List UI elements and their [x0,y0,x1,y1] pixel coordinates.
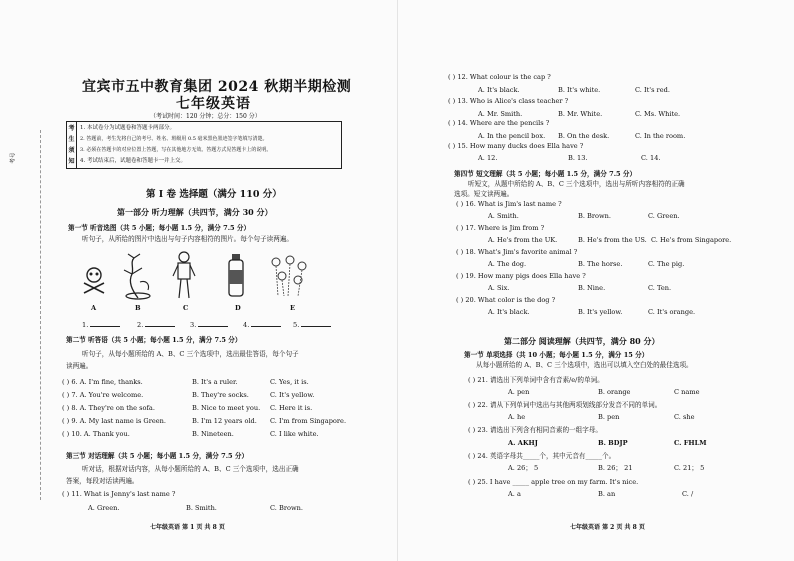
part1-title: 第 I 卷 选择题（满分 110 分） [146,189,282,200]
question-11-c[interactable]: C. Brown. [270,504,303,512]
question-25-a[interactable]: A. a [508,490,521,498]
question-6-a[interactable]: ( ) 6. A. I'm fine, thanks. [62,378,143,386]
question-13-b[interactable]: B. Mr. White. [558,110,603,118]
question-17: ( ) 17. Where is Jim from ? [456,224,545,232]
page-1-footer: 七年级英语 第 1 页 共 8 页 [150,524,225,531]
question-17-b[interactable]: B. He's from the US. [578,236,647,244]
section4-instruction-1: 听短文，从题中所给的 A、B、C 三个选项中，选出与所听内容相符的正确 [468,180,685,188]
question-18: ( ) 18. What's Jim's favorite animal ? [456,248,578,256]
question-14-c[interactable]: C. In the room. [635,132,686,140]
question-14-a[interactable]: A. In the pencil box. [478,132,546,140]
section3-title: 第三节 对话理解（共 5 小题；每小题 1.5 分，满分 7.5 分） [66,452,249,460]
notice-box [66,121,342,169]
question-9-b[interactable]: B. I'm 12 years old. [192,417,257,425]
question-15-c[interactable]: C. 14. [641,154,661,162]
question-17-c[interactable]: C. He's from Singapore. [651,236,732,244]
page-2 [397,0,794,561]
question-19-a[interactable]: A. Six. [488,284,510,292]
notice-items [77,122,342,169]
answer-blank-3[interactable]: 3. [190,320,228,330]
question-23-b[interactable]: B. BDJP [598,439,628,447]
margin-label: 考号 [10,152,17,164]
question-24: ( ) 24. 英语字母共_____个，其中元音有_____个。 [468,452,616,460]
question-8-b[interactable]: B. Nice to meet you. [192,404,261,412]
question-22-b[interactable]: B. pen [598,413,620,421]
question-13-c[interactable]: C. Ms. White. [635,110,681,118]
question-11-a[interactable]: A. Green. [88,504,120,512]
answer-blank-2[interactable]: 2. [137,320,175,330]
section1-instruction: 听句子，从所给的图片中选出与句子内容相符的图片。每个句子读两遍。 [82,235,293,243]
section3-instruction-1: 听对话，根据对话内容，从每小题所给的 A、B、C 三个选项中，选出正确 [82,465,299,473]
exam-title: 宜宾市五中教育集团 2024 秋期半期检测 [82,79,352,95]
pic-label-a: A [91,304,97,312]
bottle-picture [226,252,246,298]
question-18-a[interactable]: A. The dog. [488,260,527,268]
question-8-a[interactable]: ( ) 8. A. They're on the sofa. [62,404,155,412]
question-22: ( ) 22. 请从下列单词中选出与其他两项划线部分发音不同的单词。 [468,401,662,409]
question-16-c[interactable]: C. Green. [648,212,680,220]
question-12-c[interactable]: C. It's red. [635,86,670,94]
question-10-c[interactable]: C. I like white. [270,430,319,438]
question-12: ( ) 12. What colour is the cap ? [448,73,551,81]
pic-label-e: E [290,304,296,312]
question-25: ( ) 25. I have _____ apple tree on my farm. It's nice. [468,478,639,486]
question-20-a[interactable]: A. It's black. [488,308,530,316]
question-18-c[interactable]: C. The pig. [648,260,685,268]
question-20-b[interactable]: B. It's yellow. [578,308,623,316]
question-21-c[interactable]: C name [674,388,700,396]
section1-title: 第一节 听音选图（共 5 小题；每小题 1.5 分，满分 7.5 分） [68,224,251,232]
section2-instruction-1: 听句子，从每小题所给的 A、B、C 三个选项中，选出最佳答语，每个句子 [82,350,299,358]
question-11: ( ) 11. What is Jenny's last name ? [62,490,176,498]
question-16-a[interactable]: A. Smith. [488,212,519,220]
skull-picture [80,265,108,295]
question-20: ( ) 20. What color is the dog ? [456,296,556,304]
question-12-a[interactable]: A. It's black. [478,86,520,94]
reading-section1-title: 第一节 单项选择（共 10 小题；每小题 1.5 分，满分 15 分） [464,351,649,359]
question-16-b[interactable]: B. Brown. [578,212,611,220]
question-23: ( ) 23. 请选出下列含有相同音素的一组字母。 [468,426,603,434]
question-16: ( ) 16. What is Jim's last name ? [456,200,562,208]
answer-blank-1[interactable]: 1. [82,320,120,330]
question-20-c[interactable]: C. It's orange. [648,308,696,316]
question-13-a[interactable]: A. Mr. Smith. [478,110,523,118]
notice-label: 考 生 须 知 [67,122,77,169]
flowers-picture [268,252,310,298]
reading-section1-instruction: 从每小题所给的 A、B、C 三个选项中，选出可以填入空白处的最佳选项。 [476,361,693,369]
question-24-a[interactable]: A. 26； 5 [508,464,539,472]
question-10-a[interactable]: ( ) 10. A. Thank you. [62,430,130,438]
listening-title: 第一部分 听力理解（共四节，满分 30 分） [117,207,273,217]
question-11-b[interactable]: B. Smith. [186,504,217,512]
question-25-b[interactable]: B. an [598,490,616,498]
question-6-b[interactable]: B. It's a ruler. [192,378,238,386]
question-23-c[interactable]: C. FHLM [674,439,707,447]
question-14-b[interactable]: B. On the desk. [558,132,610,140]
answer-blank-4[interactable]: 4. [243,320,281,330]
pic-label-b: B [135,304,141,312]
notice-item: 4. 考试结束后，试题卷和答题卡一并上交。 [80,158,186,164]
page-2-footer: 七年级英语 第 2 页 共 8 页 [570,524,645,531]
question-15: ( ) 15. How many ducks does Ella have ? [448,142,584,150]
answer-blank-5[interactable]: 5. [293,320,331,330]
question-19: ( ) 19. How many pigs does Ella have ? [456,272,586,280]
question-6-c[interactable]: C. Yes, it is. [270,378,309,386]
question-18-b[interactable]: B. The horse. [578,260,623,268]
question-24-b[interactable]: B. 26； 21 [598,464,633,472]
notice-item: 1. 本试卷分为试题卷和答题卡两部分。 [80,125,175,131]
question-15-b[interactable]: B. 13. [568,154,588,162]
exam-info: （考试时间：120 分钟；总分：150 分） [150,113,261,120]
section2-instruction-2: 读两遍。 [66,362,93,370]
section4-title: 第四节 短文理解（共 5 小题；每小题 1.5 分，满分 7.5 分） [454,170,637,178]
section4-instruction-2: 选项。短文读两遍。 [454,190,514,198]
boy-picture [172,250,196,300]
question-9-c[interactable]: C. I'm from Singapore. [270,417,347,425]
question-7-c[interactable]: C. It's yellow. [270,391,315,399]
question-10-b[interactable]: B. Nineteen. [192,430,234,438]
question-17-a[interactable]: A. He's from the UK. [488,236,558,244]
question-25-c[interactable]: C. / [682,490,694,498]
plant-picture [122,252,154,300]
section2-title: 第二节 听答语（共 5 小题；每小题 1.5 分，满分 7.5 分） [66,336,242,344]
question-15-a[interactable]: A. 12. [478,154,498,162]
question-14: ( ) 14. Where are the pencils ? [448,119,550,127]
question-23-a[interactable]: A. AKHJ [508,439,538,447]
question-8-c[interactable]: C. Here it is. [270,404,313,412]
notice-item: 2. 答题前，考生先将自己的考号、姓名、班级用 0.5 毫米黑色墨迹签字笔填写清楚。 [80,136,268,142]
reading-title: 第二部分 阅读理解（共四节，满分 80 分） [504,336,660,346]
notice-item: 3. 必须在答题卡的对应位置上答题，写在其他地方无效。答题方式见答题卡上的说明。 [80,147,272,153]
question-21-a[interactable]: A. pen [508,388,530,396]
question-24-c[interactable]: C. 21； 5 [674,464,705,472]
question-21-b[interactable]: B. orange [598,388,631,396]
question-7-b[interactable]: B. They're socks. [192,391,249,399]
question-9-a[interactable]: ( ) 9. A. My last name is Green. [62,417,167,425]
question-21: ( ) 21. 请选出下列单词中含有音素/e/的单词。 [468,376,604,384]
binding-line [40,130,41,500]
section3-instruction-2: 答案，每段对话读两遍。 [66,477,139,485]
question-7-a[interactable]: ( ) 7. A. You're welcome. [62,391,144,399]
question-13: ( ) 13. Who is Alice's class teacher ? [448,97,569,105]
pic-label-c: C [183,304,189,312]
question-19-c[interactable]: C. Ten. [648,284,672,292]
question-12-b[interactable]: B. It's white. [558,86,601,94]
question-22-c[interactable]: C. she [674,413,695,421]
question-22-a[interactable]: A. he [508,413,526,421]
question-19-b[interactable]: B. Nine. [578,284,606,292]
exam-subtitle: 七年级英语 [176,96,251,112]
pic-label-d: D [235,304,241,312]
